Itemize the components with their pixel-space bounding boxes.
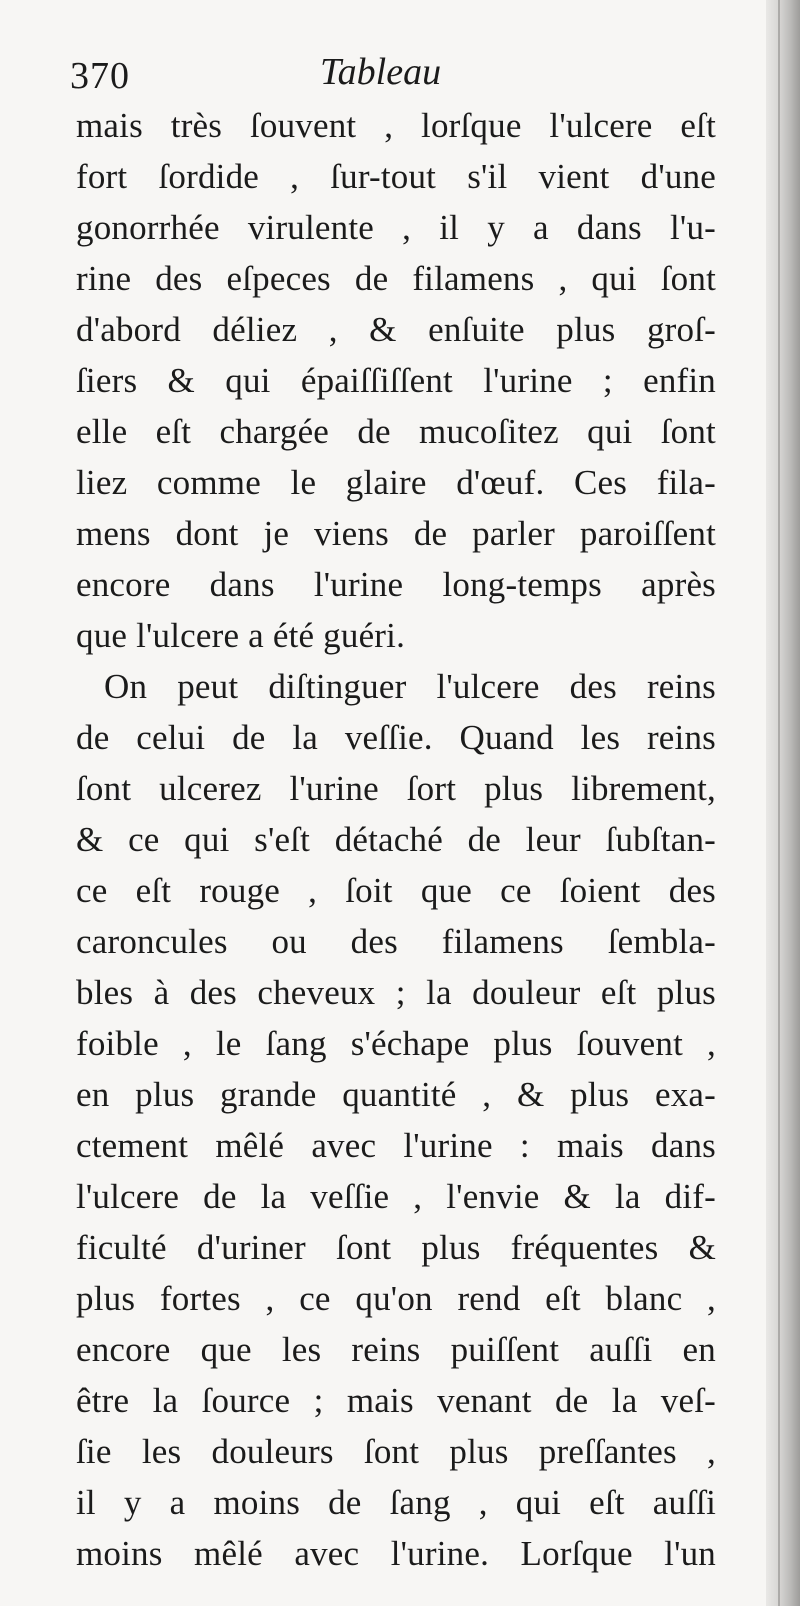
text-line: il y a moins de ſang , qui eſt auſſi xyxy=(76,1483,716,1522)
text-line: gonorrhée virulente , il y a dans l'u- xyxy=(76,208,716,247)
running-head: Tableau xyxy=(320,51,442,93)
text-line: ce eſt rouge , ſoit que ce ſoient des xyxy=(76,871,716,910)
text-line: & ce qui s'eſt détaché de leur ſubſtan- xyxy=(76,820,716,859)
text-line: On peut diſtinguer l'ulcere des reins xyxy=(104,667,716,706)
text-line: fort ſordide , ſur-tout s'il vient d'une xyxy=(76,157,716,196)
text-line: ctement mêlé avec l'urine : mais dans xyxy=(76,1126,716,1165)
text-line: encore que les reins puiſſent auſſi en xyxy=(76,1330,716,1369)
text-line: en plus grande quantité , & plus exa- xyxy=(76,1075,716,1114)
page-gutter xyxy=(766,0,800,1606)
text-line: moins mêlé avec l'urine. Lorſque l'un xyxy=(76,1534,716,1573)
text-line: elle eſt chargée de mucoſitez qui ſont xyxy=(76,412,716,451)
text-line: que l'ulcere a été guéri. xyxy=(76,616,406,655)
page-header xyxy=(70,46,710,102)
text-line: encore dans l'urine long-temps après xyxy=(76,565,716,604)
body-text xyxy=(76,100,716,1579)
text-line: bles à des cheveux ; la douleur eſt plus xyxy=(76,973,716,1012)
text-line: mais très ſouvent , lorſque l'ulcere eſt xyxy=(76,106,716,145)
text-line: caroncules ou des filamens ſembla- xyxy=(76,922,716,961)
text-line: ficulté d'uriner ſont plus fréquentes & xyxy=(76,1228,716,1267)
text-line: être la ſource ; mais venant de la veſ- xyxy=(76,1381,716,1420)
text-line: ſont ulcerez l'urine ſort plus librement, xyxy=(76,769,716,808)
text-line: l'ulcere de la veſſie , l'envie & la dif- xyxy=(76,1177,716,1216)
text-line: ſiers & qui épaiſſiſſent l'urine ; enfin xyxy=(76,361,716,400)
text-line: mens dont je viens de parler paroiſſent xyxy=(76,514,716,553)
text-line: rine des eſpeces de filamens , qui ſont xyxy=(76,259,716,298)
text-line: foible , le ſang s'échape plus ſouvent , xyxy=(76,1024,716,1063)
text-line: d'abord déliez , & enſuite plus groſ- xyxy=(76,310,716,349)
text-line: liez comme le glaire d'œuf. Ces fila- xyxy=(76,463,716,502)
text-line: de celui de la veſſie. Quand les reins xyxy=(76,718,716,757)
text-line: plus fortes , ce qu'on rend eſt blanc , xyxy=(76,1279,716,1318)
text-line: ſie les douleurs ſont plus preſſantes , xyxy=(76,1432,716,1471)
page-number: 370 xyxy=(70,55,130,97)
